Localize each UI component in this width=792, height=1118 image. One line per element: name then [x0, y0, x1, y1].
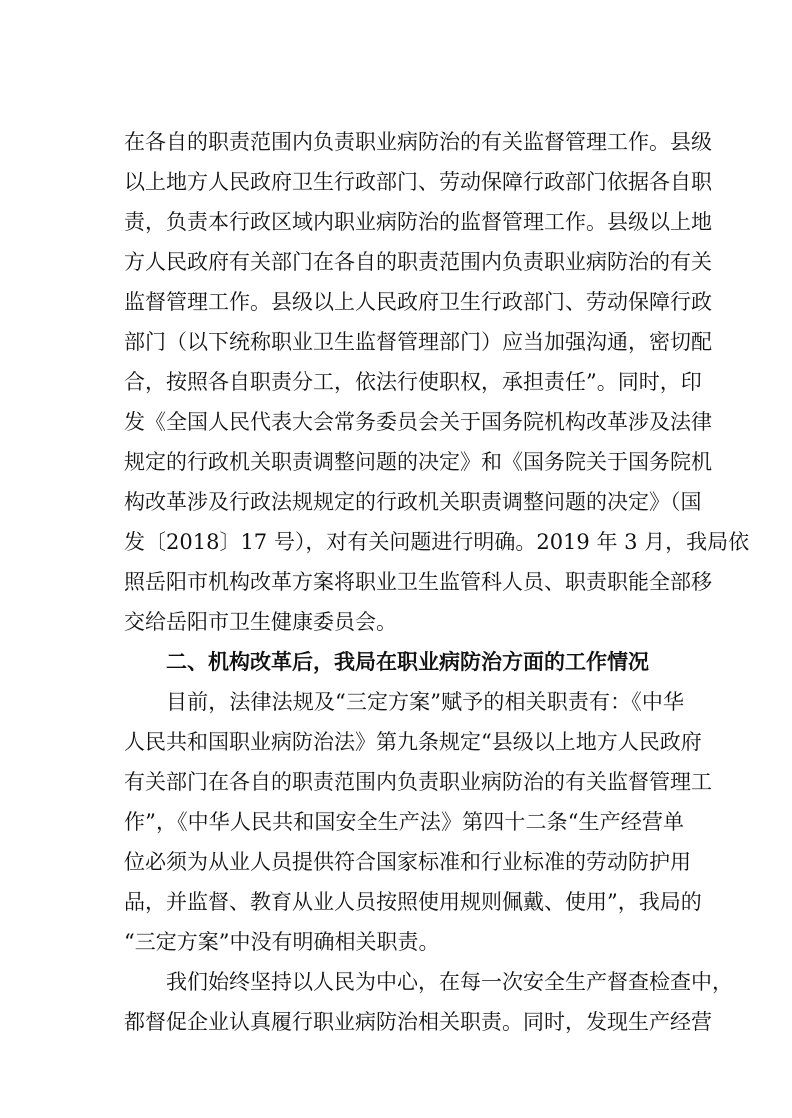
- body-line: 监督管理工作。县级以上人民政府卫生行政部门、劳动保障行政: [124, 290, 712, 314]
- body-line: 在各自的职责范围内负责职业病防治的有关监督管理工作。县级: [124, 130, 712, 154]
- body-line: “三定方案”中没有明确相关职责。: [124, 930, 440, 954]
- body-line: 目前，法律法规及“三定方案”赋予的相关职责有：《中华: [166, 690, 684, 714]
- body-line: 交给岳阳市卫生健康委员会。: [124, 610, 397, 634]
- body-line: 品，并监督、教育从业人员按照使用规则佩戴、使用”，我局的: [124, 890, 702, 914]
- body-line: 以上地方人民政府卫生行政部门、劳动保障行政部门依据各自职: [124, 170, 712, 194]
- body-line: 作”，《中华人民共和国安全生产法》第四十二条“生产经营单: [124, 810, 684, 834]
- body-line: 规定的行政机关职责调整问题的决定》和《国务院关于国务院机: [124, 450, 712, 474]
- body-line: 方人民政府有关部门在各自的职责范围内负责职业病防治的有关: [124, 250, 712, 274]
- body-line: 部门（以下统称职业卫生监督管理部门）应当加强沟通，密切配: [124, 330, 712, 354]
- body-line: 构改革涉及行政法规规定的行政机关职责调整问题的决定》（国: [124, 490, 702, 514]
- body-line: 发《全国人民代表大会常务委员会关于国务院机构改革涉及法律: [124, 410, 712, 434]
- body-line: 位必须为从业人员提供符合国家标准和行业标准的劳动防护用: [124, 850, 691, 874]
- section-heading: 二、机构改革后，我局在职业病防治方面的工作情况: [166, 650, 649, 674]
- body-line: 人民共和国职业病防治法》第九条规定“县级以上地方人民政府: [124, 730, 702, 754]
- body-line: 有关部门在各自的职责范围内负责职业病防治的有关监督管理工: [124, 770, 712, 794]
- body-line: 都督促企业认真履行职业病防治相关职责。同时，发现生产经营: [124, 1010, 712, 1034]
- body-line: 我们始终坚持以人民为中心，在每一次安全生产督查检查中，: [166, 970, 733, 994]
- body-line: 发〔2018〕17 号），对有关问题进行明确。2019 年 3 月，我局依: [124, 530, 750, 554]
- body-line: 责，负责本行政区域内职业病防治的监督管理工作。县级以上地: [124, 210, 712, 234]
- body-line: 合，按照各自职责分工，依法行使职权，承担责任”。同时，印: [124, 370, 702, 394]
- body-line: 照岳阳市机构改革方案将职业卫生监管科人员、职责职能全部移: [124, 570, 712, 594]
